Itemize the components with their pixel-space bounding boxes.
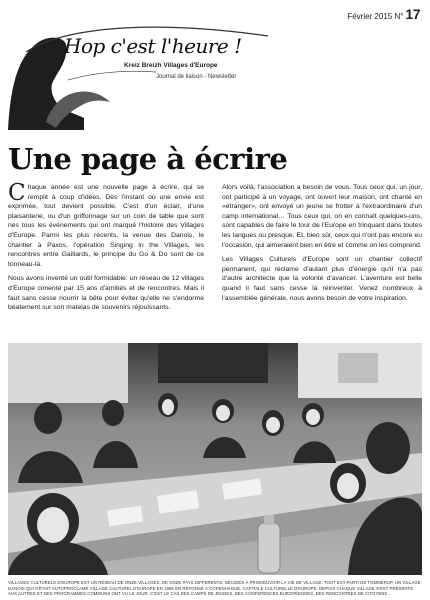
logo-title: Hop c'est l'heure ! [64,34,242,58]
logo-subtitle: Kreiz Breizh Villages d'Europe [124,62,218,69]
logo-tagline: Journal de liaison - Newsletter [156,74,237,80]
issue-date: Février 2015 N° [347,12,404,21]
right-column [222,183,422,308]
photo-classroom-scene [8,343,422,575]
paragraph-text: haque année est une nouvelle page à écrire, qui se remplit à coup d'idées. Dès l'instant où une envie est exprimée, tout devient possible. C'est d'un éclair, d'une plaisanterie, ou d'un griffonnage sur un coin de table que sont nés tous les événements qui ont marqué l'histoire des Villages d'Europe. Parmi les plus récents, la venue des Danois, le chantier à Paxos, l'opération Singing in the Villages, les rencontres entre Gaillards, le principe du Go & Do sont de ce tonneau-là. [8,184,204,268]
paragraph: Nous avons inventé un outil formidable: un réseau de 12 villages d'Europe cimenté par 15 ans d'amitiés et de rencontres. Mais il faut sans cesse nourrir la bête pour éviter qu'elle ne s'endorme béatement sur son matelas de souvenirs réjouissants. [8,275,204,312]
dropcap-letter: C [8,180,26,206]
footer-note: VILLAGES CULTURELS D'EUROPE EST UN RÉSEAU DE ONZE VILLAGES, DE ONZE PAYS DIFFÉRENTS, DÉCIDÉS À PROMOUVOIR LA VIE DE VILLAGE. TOUT EST PARTI DE TOMMERUP, UN VILLAGE DANOIS QUI S'ÉTAIT AUTOPROCLAMÉ VILLAGE CULTUREL D'EUROPE EN 1996 EN RÉPONSE À COPENHAGUE, CAPITALE CULTURELLE D'EUROPE. DEPUIS CHAQUE VILLAGE S'EST PRÉSENTÉ AUX AUTRES ET DES PROGRAMMES COMMUNS ONT VU LE JOUR. C'EST LE CAS DES CAMPS DE JEUNES, DES CONFÉRENCES EUROPÉENNES, DES RENCONTRES DE CITOYENS… [8,580,421,597]
issue-number: 17 [405,6,420,22]
paragraph: Alors voilà, l'association a besoin de vous. Tous ceux qui, un jour, ont participé à un voyage, ont ouvert leur maison, ont chanté en «étranger», ont envoyé un jeune se frotter à l'extraordinaire d'un camp international… Tous ceux qui, on en connaît quelques-uns, sont capables de faire le tour de l'Europe en trinquant dans toutes les langues ou presque. Et, bien sûr, ceux qui n'ont pas encore eu l'occasion, qui aimeraient bien en être et comme on les comprend. [222,184,422,249]
left-column [8,180,204,318]
paragraph: Les Villages Culturels d'Europe sont un chantier collectif permanent, qui réclame d'autant plus d'énergie qu'il n'a pas d'autre architecte que la volonté d'avancer. L'aventure est belle quand il faut sans cesse la réinventer. Venez nombreux à l'assemblée générale, nous avons besoin de votre inspiration. [222,256,422,302]
group-photo [8,343,422,575]
issue-info [347,6,420,22]
article-title: Une page à écrire [8,142,288,176]
paragraph [8,180,204,269]
newsletter-logo [6,22,276,132]
